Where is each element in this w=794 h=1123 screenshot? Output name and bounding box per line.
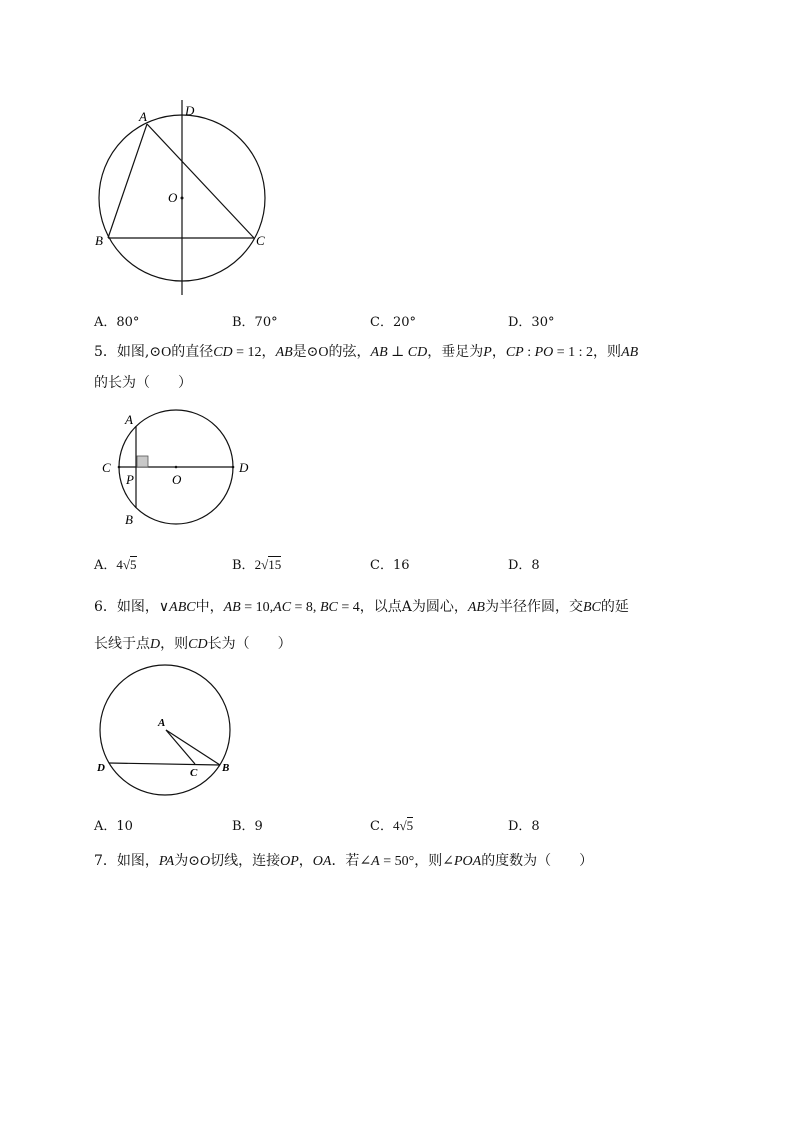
center-dot (181, 197, 184, 200)
q6-question-line1: 6．如图，∨ABC中，AB = 10,AC = 8, BC = 4，以点A为圆心，AB为半径作圆，交BC的延 (94, 599, 629, 615)
q6-option-b[interactable]: B．9 (232, 819, 263, 834)
q4-option-c[interactable]: C．20° (370, 315, 416, 330)
right-angle-mark (137, 456, 148, 467)
segment-ac (166, 730, 195, 764)
label-a: A (158, 717, 166, 729)
label-o: O (168, 190, 178, 205)
label-c: C (256, 233, 265, 248)
point-d (232, 466, 235, 469)
point-c (118, 466, 121, 469)
q4-option-a[interactable]: A．80° (94, 315, 140, 330)
q6-option-d[interactable]: D．8 (508, 819, 540, 834)
circle-a (100, 665, 230, 795)
sqrt-sign: √ (399, 818, 407, 833)
q5-figure (98, 408, 258, 530)
q5-question-line2: 的长为（ ） (94, 375, 192, 391)
q6-figure (92, 660, 242, 800)
segment-ab (166, 730, 220, 765)
q6-option-c[interactable]: C．4√5 (370, 818, 414, 834)
sqrt-sign: √ (261, 557, 269, 572)
q5-option-a[interactable]: A．4√5 (94, 557, 137, 573)
label-b: B (95, 233, 103, 248)
segment-ac (147, 124, 254, 238)
q4-option-b[interactable]: B．70° (232, 315, 278, 330)
label-p: P (126, 472, 134, 487)
q5-option-d[interactable]: D．8 (508, 558, 540, 573)
q5-question-line1: 5．如图,⊙O的直径CD = 12，AB是⊙O的弦，AB ⊥ CD，垂足为P，CP : PO = 1 : 2，则AB (94, 344, 639, 360)
q5-option-c[interactable]: C．16 (370, 558, 410, 573)
label-a: A (125, 412, 133, 427)
q6-option-a[interactable]: A．10 (94, 819, 133, 834)
segment-db (109, 763, 220, 765)
q5-option-b[interactable]: B．2√15 (232, 557, 282, 573)
label-d: D (185, 103, 195, 118)
label-d: D (97, 762, 105, 774)
segment-ab (108, 124, 147, 238)
label-a: A (139, 109, 147, 124)
label-d: D (239, 460, 249, 475)
point-o (175, 466, 178, 469)
label-b: B (222, 762, 230, 774)
figure-circle-triangle-abc (90, 95, 280, 305)
q7-question-line: 7．如图，PA为⊙O切线，连接OP，OA．若∠A = 50°，则∠POA的度数为（ ） (94, 853, 594, 869)
label-c: C (102, 460, 111, 475)
label-o: O (172, 472, 182, 487)
q4-option-d[interactable]: D．30° (508, 315, 555, 330)
q6-question-line2: 长线于点D，则CD长为（ ） (94, 636, 292, 652)
label-b: B (125, 512, 133, 527)
sqrt-sign: √ (122, 557, 131, 572)
label-c: C (190, 767, 198, 779)
